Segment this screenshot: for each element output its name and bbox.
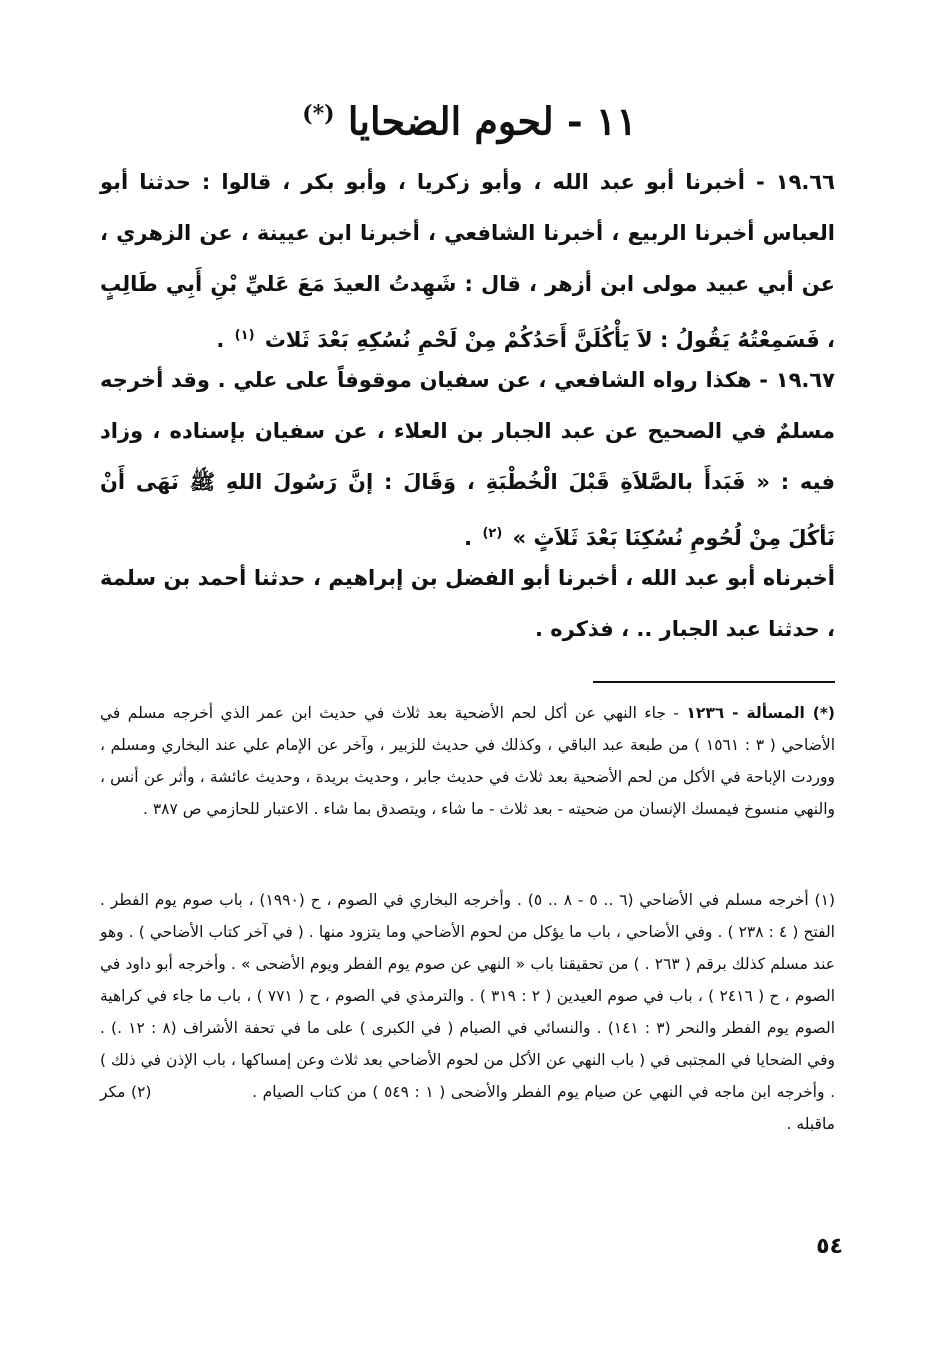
footnote-2-label: (٢): [131, 1083, 152, 1101]
chapter-title-text: لحوم الضحايا: [347, 98, 554, 144]
footnote-ref-2: (٢): [482, 526, 503, 541]
footnote-ref-1: (١): [234, 328, 255, 343]
hadith-paragraph-1966: [100, 157, 835, 366]
paragraph-text: أخبرناه أبو عبد الله ، أخبرنا أبو الفضل بن إبراهيم ، حدثنا أحمد بن سلمة ، حدثنا عبد الجبار .. ، فذكره .: [100, 566, 835, 641]
paragraph-text: ١٩.٦٦ - أخبرنا أبو عبد الله ، وأبو زكريا ، وأبو بكر ، قالوا : حدثنا أبو العباس أخبرنا الربيع ، أخبرنا الشافعي ، أخبرنا ابن عيينة ، عن الزهري ، عن أبي عبيد مولى ابن أزهر ، قال : شَهِدتُ العيدَ مَعَ عَليِّ بْنِ أَبِي طَالِبٍ ، فَسَمِعْتُهُ يَقُولُ : لاَ يَأْكُلَنَّ أَحَدُكُمْ مِنْ لَحْمِ نُسُكِهِ بَعْدَ ثَلاث: [100, 170, 835, 352]
footnote-label: (١): [814, 891, 835, 909]
hadith-paragraph-1967: [100, 355, 835, 564]
footnote-text: - جاء النهي عن أكل لحم الأضحية بعد ثلاث في حديث ابن عمر الذي أخرجه مسلم في الأضاحي ( ٣ : ١٥٦١ ) من طبعة عبد الباقي ، وكذلك في حديث للزبير ، وآخر عن الإمام علي عند البخاري ومسلم ، ووردت الإباحة في الأكل من لحم الأضحية بعد ثلاث في حديث جابر ، وحديث بريدة ، وحديث عائشة ، وأثر عن أنس ، والنهي منسوخ فيمسك الإنسان من ضحيته - بعد ثلاث - ما شاء ، ويتصدق بما شاء . الاعتبار للحازمي ص ٣٨٧ .: [100, 704, 836, 818]
chapter-title: [0, 88, 939, 148]
footnote-2-text: مكر ماقبله .: [100, 1083, 835, 1133]
page-number: ٥٤: [816, 1234, 843, 1259]
footnote-label: (*) المسألة - ١٢٣٦: [686, 704, 835, 722]
paragraph-end: .: [464, 526, 473, 550]
footnote-divider: [593, 681, 835, 683]
paragraph-end: .: [216, 328, 225, 352]
isnad-paragraph: [100, 553, 835, 655]
footnote-text: أخرجه مسلم في الأضاحي (٦ .. ٥ - ٨ .. ٥) . وأخرجه البخاري في الصوم ، ح (١٩٩٠) ، باب صوم يوم الفطر . الفتح ( ٤ : ٢٣٨ ) . وفي الأضاحي ، باب ما يؤكل من لحوم الأضاحي وما يتزود منها . ( في آخر كتاب الأضاحي ) . وهو عند مسلم كذلك برقم ( ٢٦٣ . ) من تحقيقنا باب « النهي عن صوم يوم الفطر ويوم الأضحى » . وأخرجه أبو داود في الصوم ، ح ( ٢٤١٦ ) ، باب في صوم العيدين ( ٢ : ٣١٩ ) . والترمذي في الصوم ، ح ( ٧٧١ ) ، باب ما جاء في كراهية الصوم يوم الفطر والنحر (٣ : ١٤١) . والنسائي في الصيام ( في الكبرى ) على ما في تحفة الأشراف (٨ : ١٢ .) . وفي الضحايا في المجتبى في ( باب النهي عن الأكل من لحوم الأضاحي بعد ثلاث وعن إمساكها ، باب الإذن في ذلك ) . وأخرجه ابن ماجه في النهي عن صيام يوم الفطر والأضحى ( ١ : ٥٤٩ ) من كتاب الصيام .: [100, 891, 836, 1101]
chapter-number: ١١ -: [566, 98, 637, 144]
chapter-footnote-marker: (*): [302, 101, 335, 127]
footnote-1: [100, 884, 835, 1140]
footnote-star: [100, 697, 835, 825]
paragraph-text: ١٩.٦٧ - هكذا رواه الشافعي ، عن سفيان موقوفاً على علي . وقد أخرجه مسلمٌ في الصحيح عن عبد الجبار بن العلاء ، عن سفيان بإسناده ، وزاد فيه : « فَبَدأَ بالصَّلاَةِ قَبْلَ الْخُطْبَةِ ، وَقَالَ : إنَّ رَسُولَ اللهِ ﷺ نَهَى أَنْ نَأكُلَ مِنْ لُحُومِ نُسُكِنَا بَعْدَ ثَلاَثٍ »: [100, 368, 835, 550]
